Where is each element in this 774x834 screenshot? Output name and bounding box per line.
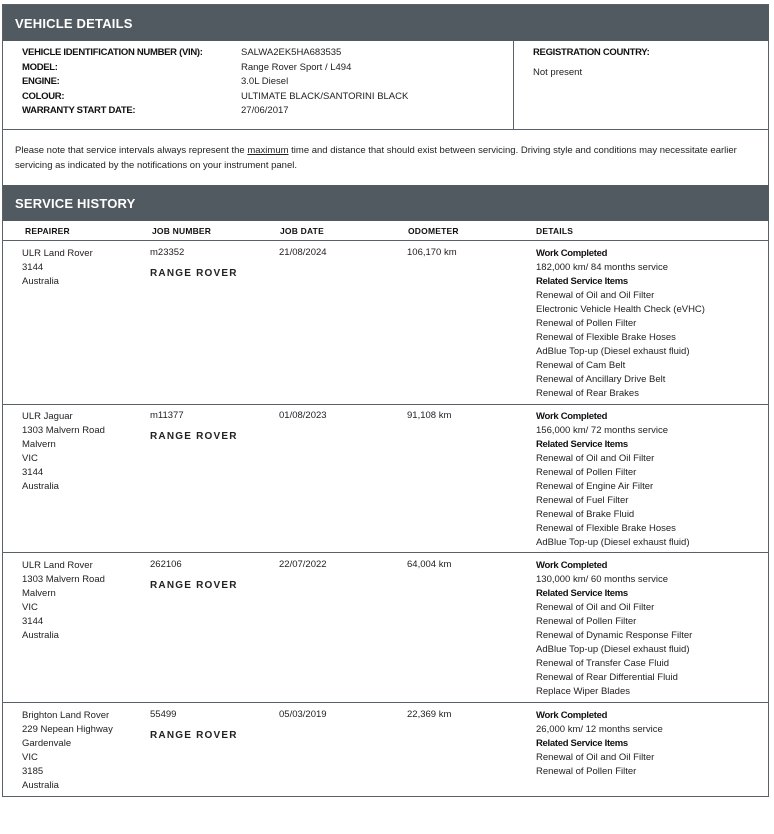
vehicle-details-title: VEHICLE DETAILS bbox=[15, 15, 133, 31]
work-completed-value: 182,000 km/ 84 months service bbox=[536, 262, 669, 273]
related-items-label: Related Service Items bbox=[536, 738, 628, 749]
service-history-header bbox=[3, 185, 769, 221]
range-rover-logo: RANGE ROVER bbox=[150, 431, 238, 442]
work-completed-value: 156,000 km/ 72 months service bbox=[536, 425, 669, 436]
work-completed-label: Work Completed bbox=[536, 248, 608, 259]
repairer-line: Australia bbox=[22, 630, 59, 641]
related-item: Renewal of Pollen Filter bbox=[536, 766, 637, 777]
vehicle-details-header bbox=[3, 5, 769, 41]
repairer-line: 229 Nepean Highway bbox=[22, 724, 113, 735]
registration-country bbox=[533, 46, 758, 80]
related-item: Renewal of Engine Air Filter bbox=[536, 481, 654, 492]
vehicle-field-labels bbox=[22, 46, 237, 119]
related-item: Renewal of Oil and Oil Filter bbox=[536, 290, 655, 301]
range-rover-logo: RANGE ROVER bbox=[150, 268, 238, 279]
entry-1-repairer bbox=[22, 247, 93, 289]
repairer-line: VIC bbox=[22, 602, 38, 613]
repairer-line: ULR Jaguar bbox=[22, 411, 73, 422]
vehicle-field-values bbox=[241, 46, 506, 119]
entry-3-details bbox=[536, 559, 692, 699]
related-item: Renewal of Flexible Brake Hoses bbox=[536, 523, 676, 534]
work-completed-value: 130,000 km/ 60 months service bbox=[536, 574, 669, 585]
range-rover-logo: RANGE ROVER bbox=[150, 580, 238, 591]
service-history-title: SERVICE HISTORY bbox=[15, 195, 136, 211]
entry-2-job-date: 01/08/2023 bbox=[279, 410, 327, 421]
warranty-start-value: 27/06/2017 bbox=[241, 105, 289, 116]
related-item: AdBlue Top-up (Diesel exhaust fluid) bbox=[536, 537, 690, 548]
work-completed-label: Work Completed bbox=[536, 710, 608, 721]
col-repairer: REPAIRER bbox=[25, 226, 70, 236]
entry-divider bbox=[3, 404, 769, 405]
col-job-date: JOB DATE bbox=[280, 226, 324, 236]
related-item: AdBlue Top-up (Diesel exhaust fluid) bbox=[536, 346, 690, 357]
related-item: Renewal of Rear Differential Fluid bbox=[536, 672, 678, 683]
work-completed-label: Work Completed bbox=[536, 411, 608, 422]
entry-4-job-number: 55499 bbox=[150, 709, 177, 720]
entry-2-details bbox=[536, 410, 690, 550]
related-item: Renewal of Rear Brakes bbox=[536, 388, 639, 399]
registration-country-value: Not present bbox=[533, 66, 583, 78]
entry-divider bbox=[3, 702, 769, 703]
entry-3-job-date: 22/07/2022 bbox=[279, 559, 327, 570]
colour-value: ULTIMATE BLACK/SANTORINI BLACK bbox=[241, 90, 409, 102]
repairer-line: Australia bbox=[22, 481, 59, 492]
repairer-line: Australia bbox=[22, 780, 59, 791]
colour-label: COLOUR: bbox=[22, 90, 65, 102]
related-item: Renewal of Oil and Oil Filter bbox=[536, 752, 655, 763]
repairer-line: 3185 bbox=[22, 766, 44, 777]
warranty-start-label: WARRANTY START DATE: bbox=[22, 105, 136, 116]
entry-2-job-number: m11377 bbox=[150, 410, 184, 421]
work-completed-value: 26,000 km/ 12 months service bbox=[536, 724, 663, 735]
entry-3-odometer: 64,004 km bbox=[407, 559, 452, 570]
repairer-line: Australia bbox=[22, 276, 59, 287]
related-item: Renewal of Pollen Filter bbox=[536, 616, 637, 627]
entry-4-repairer bbox=[22, 709, 113, 793]
col-odometer: ODOMETER bbox=[408, 226, 459, 236]
registration-country-label: REGISTRATION COUNTRY: bbox=[533, 47, 650, 58]
related-item: Renewal of Flexible Brake Hoses bbox=[536, 332, 676, 343]
related-item: Renewal of Brake Fluid bbox=[536, 509, 635, 520]
entry-4-odometer: 22,369 km bbox=[407, 709, 452, 720]
work-completed-label: Work Completed bbox=[536, 560, 608, 571]
entry-4-details bbox=[536, 709, 663, 779]
repairer-line: Gardenvale bbox=[22, 738, 72, 749]
engine-value: 3.0L Diesel bbox=[241, 76, 289, 87]
entry-3-repairer bbox=[22, 559, 105, 643]
notice-text-end: time and distance that should exist between servicing. Driving style and conditions may necessitate earlier servicing as indicated by the notifications on your instrument panel. bbox=[15, 145, 737, 171]
repairer-line: 3144 bbox=[22, 616, 44, 627]
repairer-line: 1303 Malvern Road bbox=[22, 574, 105, 585]
vehicle-details-divider bbox=[513, 41, 514, 130]
repairer-line: 3144 bbox=[22, 467, 44, 478]
entry-1-details bbox=[536, 247, 705, 401]
related-item: Renewal of Cam Belt bbox=[536, 360, 626, 371]
notice-emphasis: maximum bbox=[247, 145, 289, 156]
model-value: Range Rover Sport / L494 bbox=[241, 61, 352, 73]
engine-label: ENGINE: bbox=[22, 76, 60, 87]
entry-1-job-date: 21/08/2024 bbox=[279, 247, 327, 258]
vin-value: SALWA2EK5HA683535 bbox=[241, 47, 342, 58]
repairer-line: ULR Land Rover bbox=[22, 248, 93, 259]
entry-1-job-number: m23352 bbox=[150, 247, 185, 258]
related-item: Electronic Vehicle Health Check (eVHC) bbox=[536, 304, 705, 315]
repairer-line: Malvern bbox=[22, 588, 56, 599]
entry-3-job-number: 262106 bbox=[150, 559, 182, 570]
related-item: Renewal of Fuel Filter bbox=[536, 495, 629, 506]
related-item: Renewal of Dynamic Response Filter bbox=[536, 630, 693, 641]
related-item: Renewal of Pollen Filter bbox=[536, 467, 637, 478]
related-item: Renewal of Ancillary Drive Belt bbox=[536, 374, 666, 385]
repairer-line: VIC bbox=[22, 453, 38, 464]
entry-1-odometer: 106,170 km bbox=[407, 247, 457, 258]
related-item: Renewal of Oil and Oil Filter bbox=[536, 602, 655, 613]
column-header-row bbox=[3, 222, 769, 241]
range-rover-logo: RANGE ROVER bbox=[150, 730, 238, 741]
repairer-line: Brighton Land Rover bbox=[22, 710, 110, 721]
related-item: Renewal of Oil and Oil Filter bbox=[536, 453, 655, 464]
entry-4-job-date: 05/03/2019 bbox=[279, 709, 327, 720]
related-item: Replace Wiper Blades bbox=[536, 686, 630, 697]
model-label: MODEL: bbox=[22, 61, 58, 73]
related-items-label: Related Service Items bbox=[536, 276, 628, 287]
vin-label: VEHICLE IDENTIFICATION NUMBER (VIN): bbox=[22, 47, 203, 58]
related-items-label: Related Service Items bbox=[536, 439, 628, 450]
col-job-number: JOB NUMBER bbox=[152, 226, 212, 236]
col-details: DETAILS bbox=[536, 226, 574, 236]
related-item: AdBlue Top-up (Diesel exhaust fluid) bbox=[536, 644, 690, 655]
related-item: Renewal of Transfer Case Fluid bbox=[536, 658, 670, 669]
repairer-line: 1303 Malvern Road bbox=[22, 425, 105, 436]
service-interval-notice bbox=[15, 143, 760, 173]
repairer-line: VIC bbox=[22, 752, 38, 763]
repairer-line: 3144 bbox=[22, 262, 44, 273]
related-items-label: Related Service Items bbox=[536, 588, 628, 599]
entry-divider bbox=[3, 552, 769, 553]
repairer-line: Malvern bbox=[22, 439, 56, 450]
notice-text-start: Please note that service intervals always represent the bbox=[15, 145, 248, 156]
related-item: Renewal of Pollen Filter bbox=[536, 318, 637, 329]
entry-2-odometer: 91,108 km bbox=[407, 410, 452, 421]
entry-2-repairer bbox=[22, 410, 105, 494]
repairer-line: ULR Land Rover bbox=[22, 560, 93, 571]
